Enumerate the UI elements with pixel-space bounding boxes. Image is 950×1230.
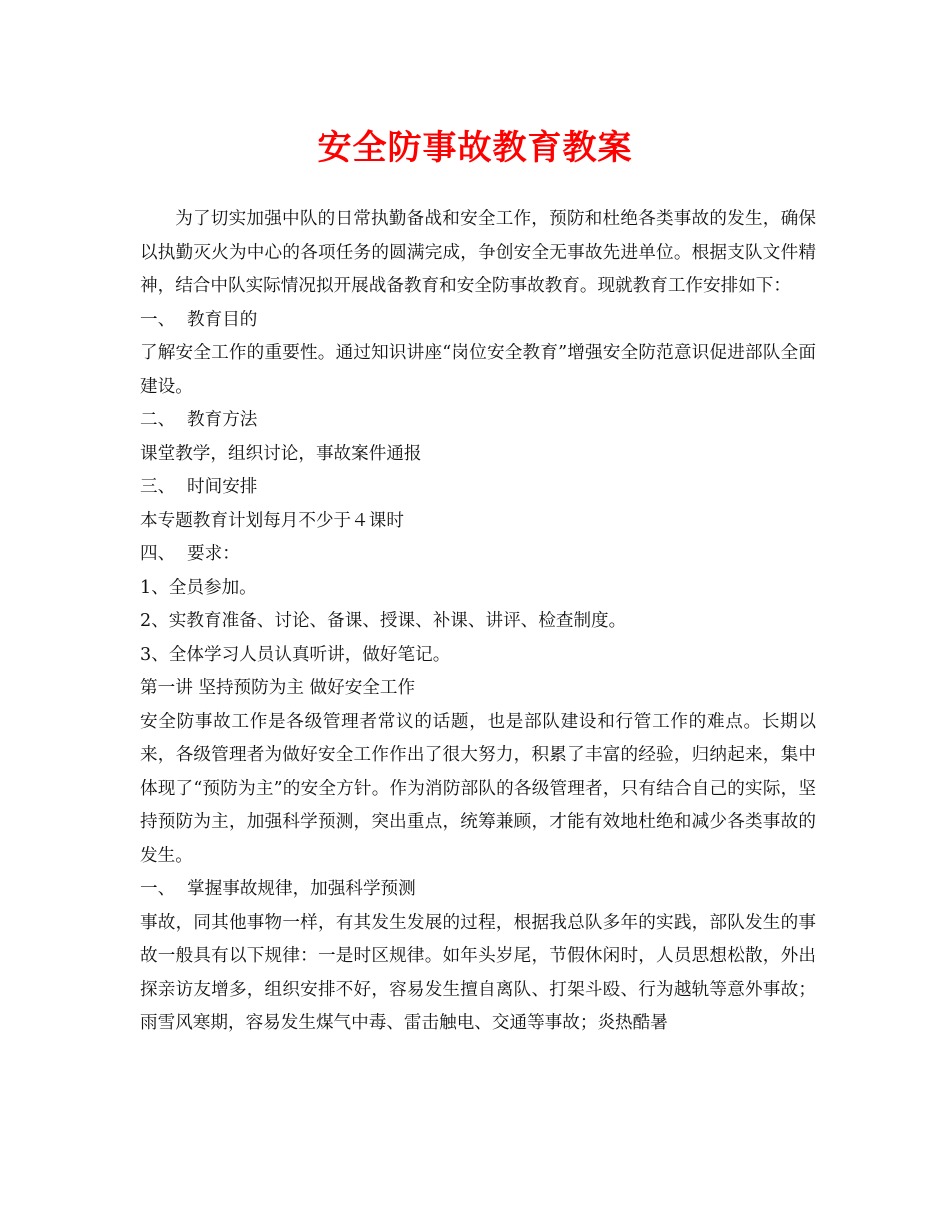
section-1-body: 了解安全工作的重要性。通过知识讲座“岗位安全教育”增强安全防范意识促进部队全面建设。 <box>140 343 816 397</box>
lecture-section-1-body: 事故，同其他事物一样，有其发生发展的过程，根据我总队多年的实践，部队发生的事故一般具有以下规律：一是时区规律。如年头岁尾，节假休闲时，人员思想松散，外出探亲访友增多，组织安排不好，容易发生擅自离队、打架斗殴、行为越轨等意外事故；雨雪风寒期，容易发生煤气中毒、雷击触电、交通等事故；炎热酷暑 <box>140 912 816 1033</box>
section-2-body: 课堂教学，组织讨论，事故案件通报 <box>140 443 422 464</box>
document-body <box>140 203 816 1041</box>
section-title: 教育目的 <box>187 309 258 330</box>
section-heading-3 <box>140 471 816 505</box>
intro-paragraph: 为了切实加强中队的日常执勤备战和安全工作，预防和杜绝各类事故的发生，确保以执勤灭火为中心的各项任务的圆满完成，争创安全无事故先进单位。根据支队文件精神，结合中队实际情况拟开展战备教育和安全防事故教育。现就教育工作安排如下： <box>140 209 816 296</box>
lecture-paragraph: 安全防事故工作是各级管理者常议的话题，也是部队建设和行管工作的难点。长期以来，各级管理者为做好安全工作作出了很大努力，积累了丰富的经验，归纳起来，集中体现了“预防为主”的安全方针。作为消防部队的各级管理者，只有结合自己的实际，坚持预防为主，加强科学预测，突出重点，统筹兼顾，才能有效地杜绝和减少各类事故的发生。 <box>140 711 816 866</box>
section-title: 教育方法 <box>187 410 258 430</box>
section-heading-2 <box>140 404 816 438</box>
requirement-item: 2、实教育准备、讨论、备课、授课、补课、讲评、检查制度。 <box>140 611 627 631</box>
requirement-item: 3、全体学习人员认真听讲，做好笔记。 <box>140 644 451 665</box>
section-number: 二、 <box>140 410 176 430</box>
section-3-body: 本专题教育计划每月不少于４课时 <box>140 510 404 531</box>
section-number: 三、 <box>140 477 176 497</box>
section-title: 掌握事故规律，加强科学预测 <box>187 879 416 899</box>
lecture-title: 第一讲 坚持预防为主 做好安全工作 <box>140 678 416 698</box>
section-heading-4 <box>140 538 816 572</box>
section-heading-1 <box>140 304 816 338</box>
section-title: 时间安排 <box>187 477 258 497</box>
lecture-section-heading-1 <box>140 873 816 907</box>
section-number: 四、 <box>140 544 176 564</box>
requirement-item: 1、全员参加。 <box>140 577 257 598</box>
section-number: 一、 <box>140 879 176 899</box>
section-title: 要求： <box>187 544 240 564</box>
section-number: 一、 <box>140 309 176 330</box>
document-title: 安全防事故教育教案 <box>317 128 633 168</box>
